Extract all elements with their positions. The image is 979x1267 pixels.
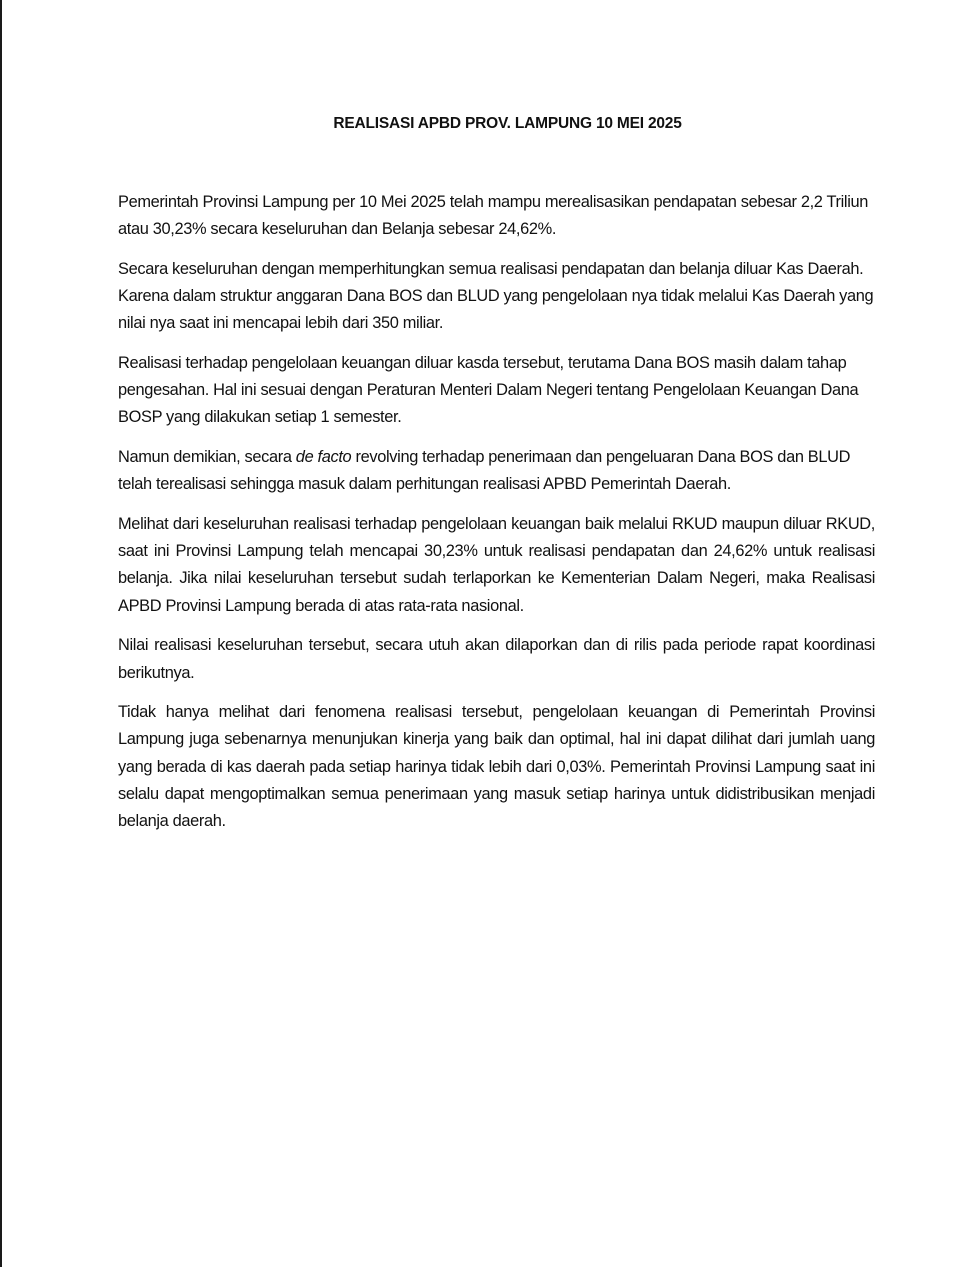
paragraph-dana-bos-status: Realisasi terhadap pengelolaan keuangan diluar kasda tersebut, terutama Dana BOS masih dalam tahap pengesahan. Hal ini sesuai dengan Peraturan Menteri Dalam Negeri tentang Pengelolaan Keuangan Dana BOSP yang dilakukan setiap 1 semester. bbox=[118, 354, 859, 427]
paragraph-cash-optimization: Tidak hanya melihat dari fenomena realisasi tersebut, pengelolaan keuangan di Pemerintah Provinsi Lampung juga sebenarnya menunjukan kinerja yang baik dan optimal, hal ini dapat dilihat dari jumlah uang yang berada di kas daerah pada setiap harinya tidak lebih dari 0,03%. Pemerintah Provinsi Lampung saat ini selalu dapat mengoptimalkan semua penerimaan yang masuk setiap harinya untuk didistribusikan menjadi belanja daerah. bbox=[118, 703, 875, 831]
paragraph-outside-kas-daerah: Secara keseluruhan dengan memperhitungkan semua realisasi pendapatan dan belanja diluar Kas Daerah. Karena dalam struktur anggaran Dana BOS dan BLUD yang pengelolaan nya tidak melalui Kas Daerah yang nilai nya saat ini mencapai lebih dari 350 miliar. bbox=[118, 259, 874, 333]
paragraph-revenue-summary: Pemerintah Provinsi Lampung per 10 Mei 2025 telah mampu merealisasikan pendapatan sebesar 2,2 Triliun atau 30,23% secara keseluruhan dan Belanja sebesar 24,62%. bbox=[118, 193, 869, 239]
page-left-border bbox=[0, 0, 2, 1267]
paragraph-text-segment: Namun demikian, secara bbox=[118, 448, 296, 467]
document-title: REALISASI APBD PROV. LAMPUNG 10 MEI 2025 bbox=[333, 115, 682, 132]
paragraph-reporting-plan: Nilai realisasi keseluruhan tersebut, secara utuh akan dilaporkan dan di rilis pada periode rapat koordinasi berikutnya. bbox=[118, 636, 875, 682]
paragraph-text-segment: revolving terhadap penerimaan dan pengeluaran Dana BOS dan BLUD telah terealisasi sehingga masuk dalam perhitungan realisasi APBD Pemerintah Daerah. bbox=[118, 448, 851, 494]
document-page bbox=[118, 112, 875, 848]
italic-term: de facto bbox=[295, 448, 352, 467]
paragraph-overall-realization: Melihat dari keseluruhan realisasi terhadap pengelolaan keuangan baik melalui RKUD maupun diluar RKUD, saat ini Provinsi Lampung telah mencapai 30,23% untuk realisasi pendapatan dan 24,62% untuk realisasi belanja. Jika nilai keseluruhan tersebut sudah terlaporkan ke Kementerian Dalam Negeri, maka Realisasi APBD Provinsi Lampung berada di atas rata-rata nasional. bbox=[118, 515, 875, 615]
paragraph-de-facto-revolving bbox=[118, 444, 875, 498]
